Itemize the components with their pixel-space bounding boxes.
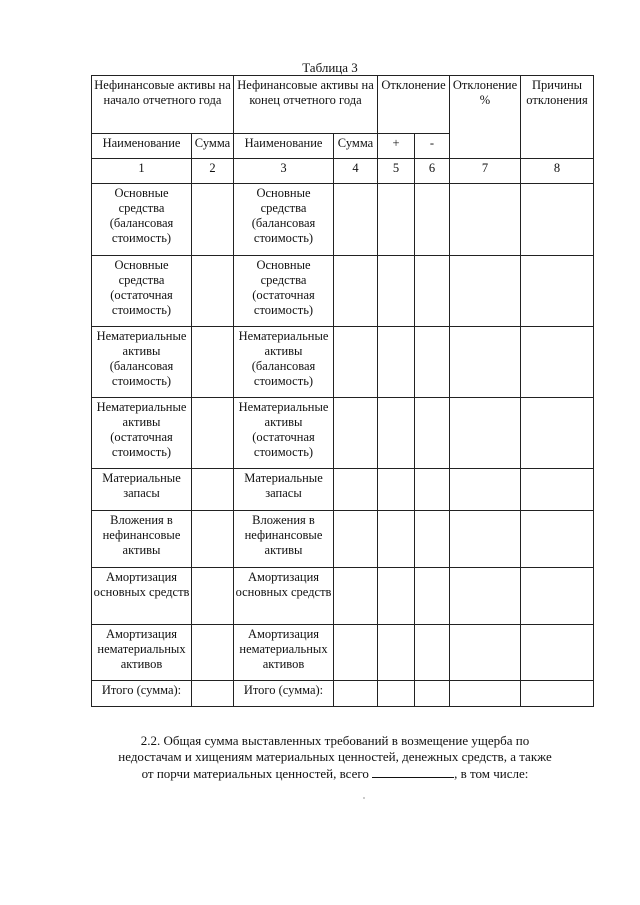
start-name-cell: Нематериальные активы (остаточная стоимость) [92,398,192,469]
pct-cell [450,184,521,256]
end-name-cell: Основные средства (остаточная стоимость) [234,256,334,327]
reason-cell [521,469,594,511]
end-name-cell: Основные средства (балансовая стоимость) [234,184,334,256]
start-sum-cell [192,681,234,707]
minus-cell [415,256,450,327]
table-row [92,568,594,625]
plus-cell [378,256,415,327]
plus-cell [378,327,415,398]
start-sum-cell [192,327,234,398]
end-sum-cell [334,568,378,625]
end-sum-cell [334,327,378,398]
pct-cell [450,625,521,681]
reason-cell [521,681,594,707]
pct-cell [450,256,521,327]
minus-cell [415,327,450,398]
column-number: 7 [450,159,521,184]
header-name: Наименование [92,134,192,159]
plus-cell [378,184,415,256]
column-number: 8 [521,159,594,184]
table-caption: Таблица 3 [302,60,358,75]
start-sum-cell [192,625,234,681]
reason-cell [521,511,594,568]
pct-cell [450,327,521,398]
header-sum: Сумма [192,134,234,159]
pct-cell [450,681,521,707]
end-name-cell: Амортизация нематериальных активов [234,625,334,681]
start-sum-cell [192,398,234,469]
header-name: Наименование [234,134,334,159]
column-number: 3 [234,159,334,184]
pct-cell [450,568,521,625]
minus-cell [415,469,450,511]
table-row [92,511,594,568]
column-number: 1 [92,159,192,184]
paragraph-line: недостачам и хищениям материальных ценностей, денежных средств, а также [118,749,552,764]
end-name-cell: Вложения в нефинансовые активы [234,511,334,568]
table-row [92,184,594,256]
reason-cell [521,256,594,327]
header-reasons: Причины отклонения [521,76,594,159]
header-deviation: Отклонение [378,76,450,134]
column-number: 5 [378,159,415,184]
pct-cell [450,398,521,469]
header-assets-start: Нефинансовые активы на начало отчетного года [92,76,234,134]
start-sum-cell [192,184,234,256]
header-minus: - [415,134,450,159]
end-sum-cell [334,184,378,256]
end-name-cell: Нематериальные активы (балансовая стоимость) [234,327,334,398]
end-sum-cell [334,398,378,469]
minus-cell [415,681,450,707]
table-row [92,398,594,469]
total-start-label: Итого (сумма): [92,681,192,707]
end-sum-cell [334,469,378,511]
table-row [92,327,594,398]
plus-cell [378,398,415,469]
table-row [92,256,594,327]
blank-amount-field [372,765,454,778]
start-name-cell: Нематериальные активы (балансовая стоимость) [92,327,192,398]
minus-cell [415,398,450,469]
reason-cell [521,568,594,625]
paragraph-line: 2.2. Общая сумма выставленных требований в возмещение ущерба по [140,733,530,748]
paragraph-text: от порчи материальных ценностей, всего [141,766,369,781]
section-2-2-paragraph [100,733,570,782]
paragraph-text: , в том числе: [454,766,529,781]
reason-cell [521,625,594,681]
column-number: 4 [334,159,378,184]
total-row [92,681,594,707]
end-name-cell: Нематериальные активы (остаточная стоимость) [234,398,334,469]
reason-cell [521,184,594,256]
plus-cell [378,568,415,625]
start-name-cell: Материальные запасы [92,469,192,511]
pct-cell [450,511,521,568]
start-name-cell: Амортизация нематериальных активов [92,625,192,681]
paragraph-line [100,765,570,782]
table-row [92,469,594,511]
start-name-cell: Основные средства (остаточная стоимость) [92,256,192,327]
start-name-cell: Вложения в нефинансовые активы [92,511,192,568]
minus-cell [415,625,450,681]
minus-cell [415,511,450,568]
plus-cell [378,511,415,568]
header-assets-end: Нефинансовые активы на конец отчетного года [234,76,378,134]
end-sum-cell [334,681,378,707]
start-name-cell: Амортизация основных средств [92,568,192,625]
plus-cell [378,625,415,681]
end-name-cell: Материальные запасы [234,469,334,511]
header-plus: + [378,134,415,159]
minus-cell [415,568,450,625]
scan-speck [363,797,365,799]
table-row [92,625,594,681]
end-name-cell: Амортизация основных средств [234,568,334,625]
start-sum-cell [192,511,234,568]
start-name-cell: Основные средства (балансовая стоимость) [92,184,192,256]
header-deviation-pct: Отклонение % [450,76,521,159]
plus-cell [378,681,415,707]
column-number: 6 [415,159,450,184]
assets-table [91,75,594,707]
start-sum-cell [192,256,234,327]
header-sum: Сумма [334,134,378,159]
reason-cell [521,327,594,398]
total-end-label: Итого (сумма): [234,681,334,707]
pct-cell [450,469,521,511]
plus-cell [378,469,415,511]
start-sum-cell [192,469,234,511]
end-sum-cell [334,256,378,327]
end-sum-cell [334,625,378,681]
minus-cell [415,184,450,256]
end-sum-cell [334,511,378,568]
column-number: 2 [192,159,234,184]
start-sum-cell [192,568,234,625]
reason-cell [521,398,594,469]
